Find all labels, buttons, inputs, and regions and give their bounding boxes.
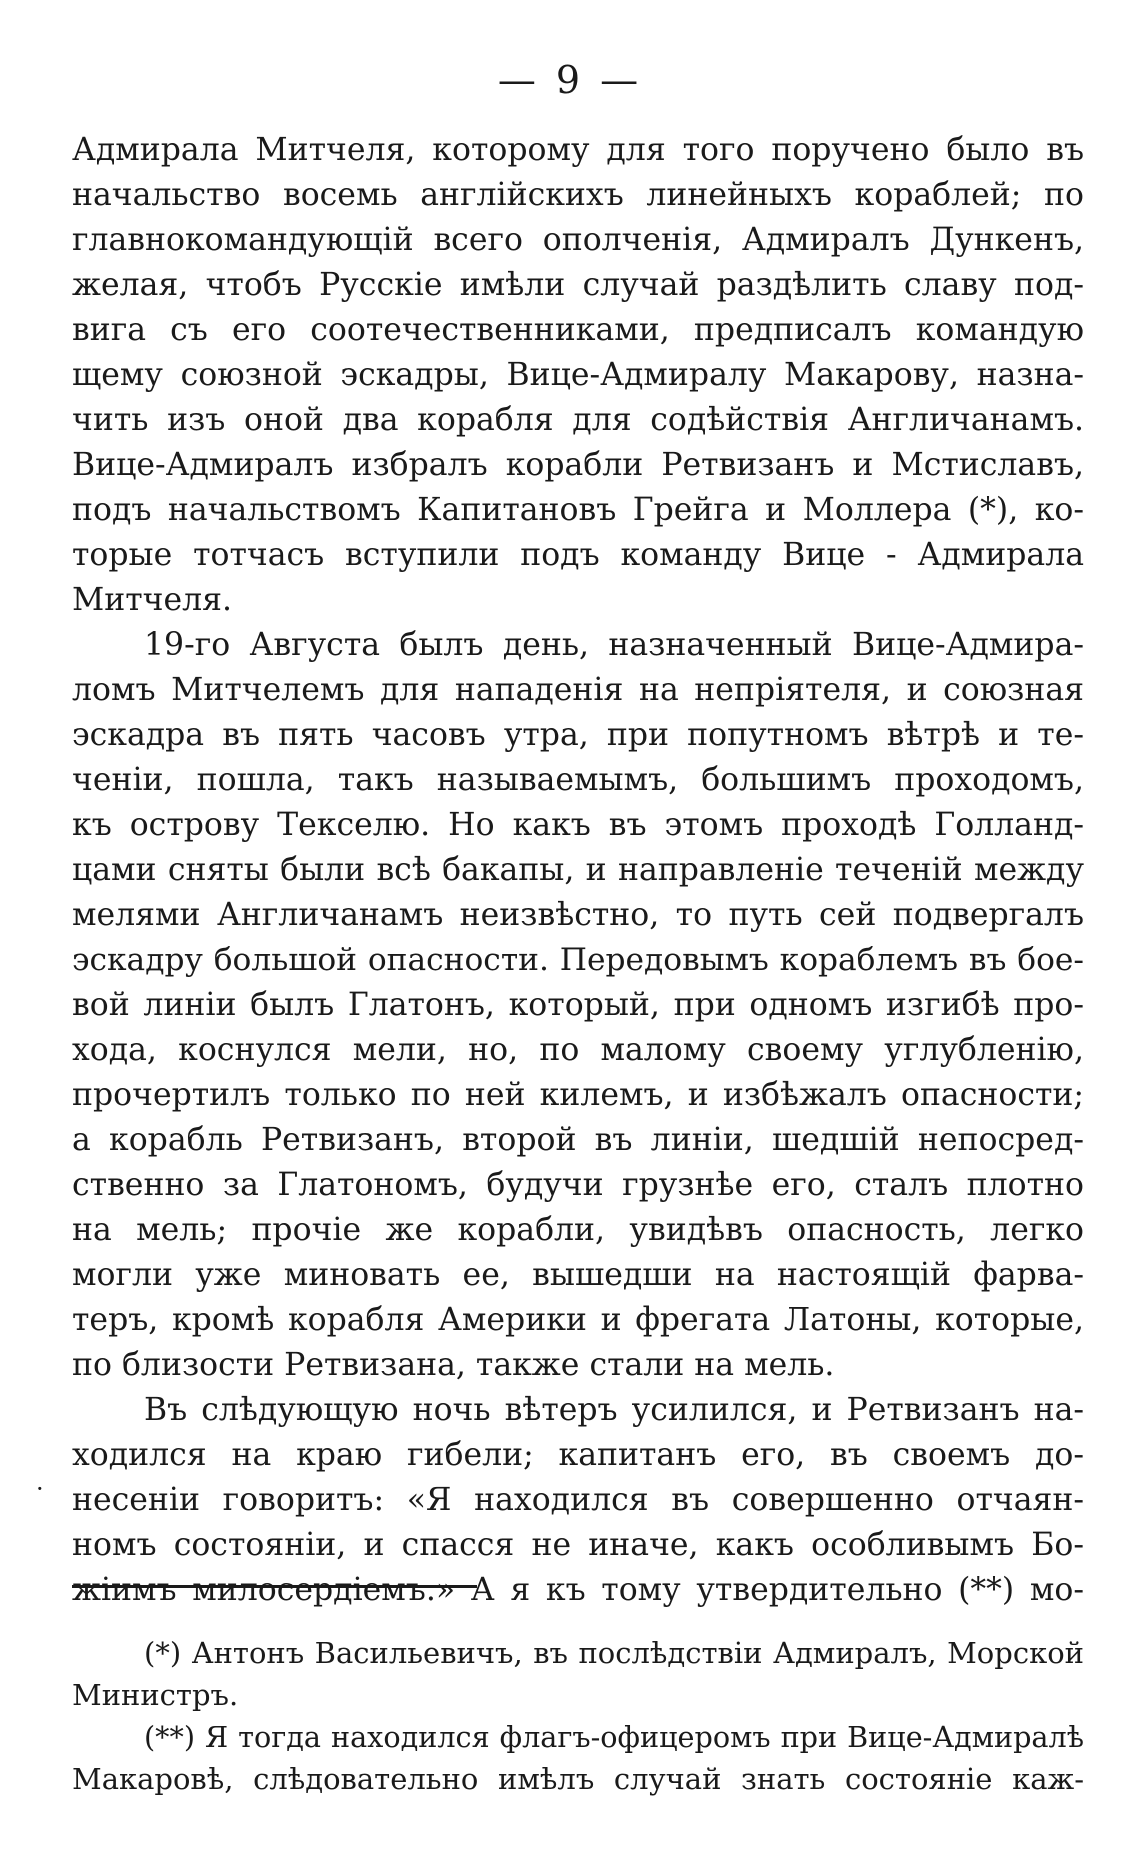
text-line: ломъ Митчелемъ для нападенія на непріятеля, и союзная	[72, 672, 1084, 708]
text-line: желая, чтобъ Русскіе имѣли случай раздѣлить славу под-	[72, 267, 1084, 303]
text-line: торые тотчасъ вступили подъ команду Вице - Адмирала	[72, 537, 1084, 573]
text-line: чить изъ оной два корабля для содѣйствія Англичанамъ.	[72, 402, 1084, 438]
text-line: Въ слѣдующую ночь вѣтеръ усилился, и Ретвизанъ на-	[144, 1392, 1084, 1428]
paragraph-2	[72, 623, 1084, 1388]
text-line: мелями Англичанамъ неизвѣстно, то путь сей подвергалъ	[72, 897, 1084, 933]
paragraph-3	[72, 1388, 1084, 1613]
footnote-2	[72, 1716, 1084, 1800]
text-line: вига съ его соотечественниками, предписалъ командую	[72, 312, 1084, 348]
main-text	[72, 128, 1084, 1613]
text-line: жіимъ милосердіемъ.» А я къ тому утвердительно (**) мо-	[72, 1572, 1084, 1608]
text-line: начальство восемь англійскихъ линейныхъ кораблей; по	[72, 177, 1084, 213]
text-line: 19-го Августа былъ день, назначенный Вице-Адмира-	[144, 627, 1084, 663]
text-line: Митчеля.	[72, 582, 233, 618]
paragraph-1	[72, 128, 1084, 623]
text-line: а корабль Ретвизанъ, второй въ линіи, шедшій непосред-	[72, 1122, 1084, 1158]
footnote-line: (*) Антонъ Васильевичъ, въ послѣдствіи Адмиралъ, Морской	[144, 1636, 1084, 1670]
text-line: главнокомандующій всего ополченія, Адмиралъ Дункенъ,	[72, 222, 1084, 258]
text-line: несеніи говоритъ: «Я находился въ совершенно отчаян-	[72, 1482, 1084, 1518]
text-line: вой линіи былъ Глатонъ, который, при одномъ изгибѣ про-	[72, 987, 1084, 1023]
text-line: теръ, кромѣ корабля Америки и фрегата Латоны, которые,	[72, 1302, 1084, 1338]
footnote-line: (**) Я тогда находился флагъ-офицеромъ при Вице-Адмиралѣ	[144, 1720, 1084, 1754]
text-line: Адмирала Митчеля, которому для того поручено было въ	[72, 132, 1084, 168]
text-line: могли уже миновать ее, вышедши на настоящій фарва-	[72, 1257, 1084, 1293]
text-line: прочертилъ только по ней килемъ, и избѣжалъ опасности;	[72, 1077, 1084, 1113]
text-line: ченіи, пошла, такъ называемымъ, большимъ проходомъ,	[72, 762, 1084, 798]
text-line: хода, коснулся мели, но, по малому своему углубленію,	[72, 1032, 1084, 1068]
footnote-rule	[72, 1585, 477, 1588]
text-line: ственно за Глатономъ, будучи грузнѣе его, сталъ плотно	[72, 1167, 1084, 1203]
footnote-1	[72, 1632, 1084, 1716]
text-line: номъ состояніи, и спасся не иначе, какъ особливымъ Бо-	[72, 1527, 1084, 1563]
text-line: Вице-Адмиралъ избралъ корабли Ретвизанъ и Мстиславъ,	[72, 447, 1084, 483]
page-number: — 9 —	[497, 58, 643, 102]
text-line: къ острову Текселю. Но какъ въ этомъ проходѣ Голланд-	[72, 807, 1084, 843]
footnote-line: Макаровѣ, слѣдовательно имѣлъ случай знать состояніе каж-	[72, 1762, 1084, 1796]
text-line: эскадра въ пять часовъ утра, при попутномъ вѣтрѣ и те-	[72, 717, 1084, 753]
text-line: щему союзной эскадры, Вице-Адмиралу Макарову, назна-	[72, 357, 1084, 393]
text-line: цами сняты были всѣ бакапы, и направленіе теченій между	[72, 852, 1084, 888]
text-line: эскадру большой опасности. Передовымъ кораблемъ въ бое-	[72, 942, 1084, 978]
text-line: на мель; прочіе же корабли, увидѣвъ опасность, легко	[72, 1212, 1084, 1248]
footnote-line: Министръ.	[72, 1678, 239, 1712]
footnotes	[72, 1632, 1084, 1800]
text-line: ходился на краю гибели; капитанъ его, въ своемъ до-	[72, 1437, 1084, 1473]
text-line: по близости Ретвизана, также стали на мель.	[72, 1347, 835, 1383]
text-line: подъ начальствомъ Капитановъ Грейга и Моллера (*), ко-	[72, 492, 1084, 528]
margin-mark: ·	[36, 1475, 44, 1503]
